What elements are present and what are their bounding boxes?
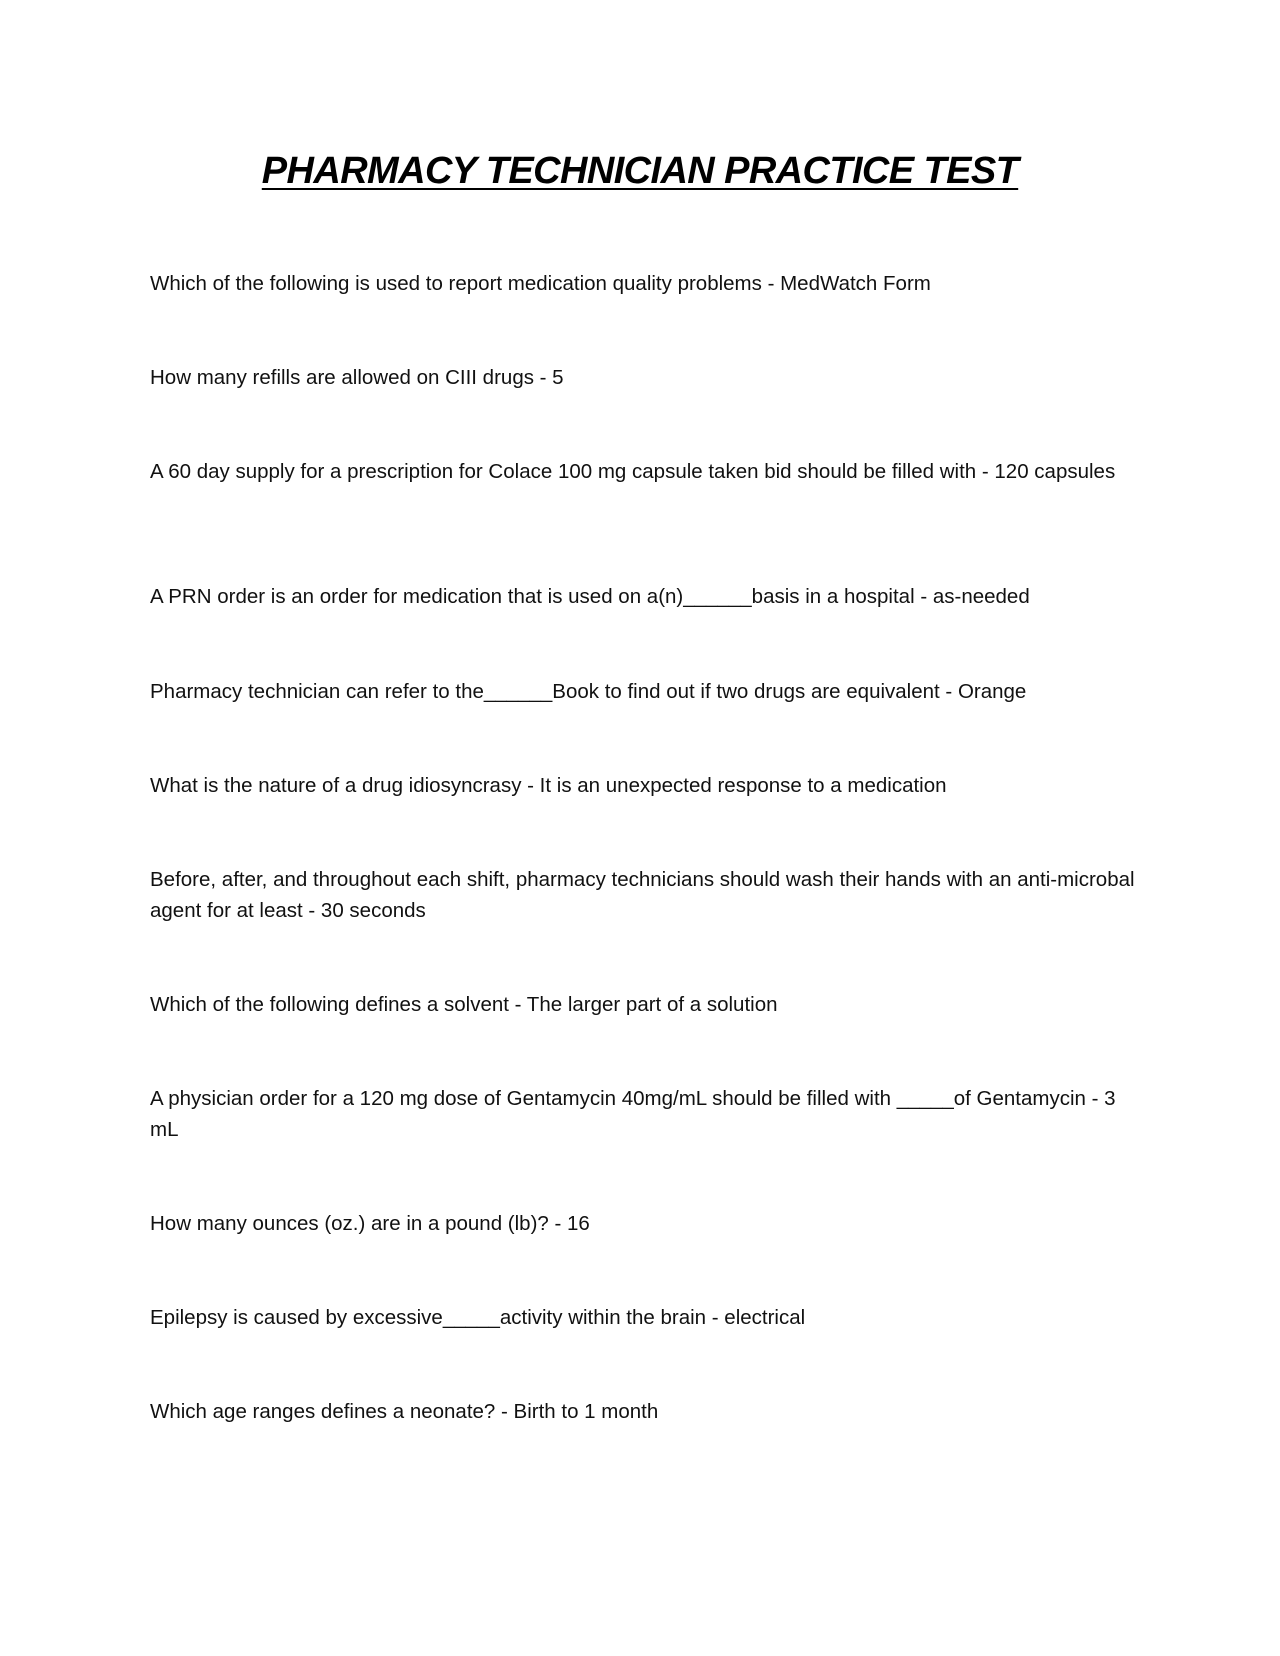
- question-answer-2: How many refills are allowed on CIII drugs - 5: [150, 366, 564, 389]
- question-answer-5: Pharmacy technician can refer to the______Book to find out if two drugs are equivalent - Orange: [150, 680, 1027, 703]
- question-answer-3: A 60 day supply for a prescription for Colace 100 mg capsule taken bid should be filled with - 120 capsules: [150, 460, 1116, 483]
- question-answer-12: Which age ranges defines a neonate? - Birth to 1 month: [150, 1400, 659, 1423]
- question-answer-7: Before, after, and throughout each shift, pharmacy technicians should wash their hands with an anti-microbal agent for at least - 30 seconds: [150, 868, 1135, 922]
- question-answer-6: What is the nature of a drug idiosyncrasy - It is an unexpected response to a medication: [150, 774, 947, 797]
- page-title: [0, 150, 1280, 193]
- question-answer-11: Epilepsy is caused by excessive_____activity within the brain - electrical: [150, 1306, 806, 1329]
- question-answer-10: How many ounces (oz.) are in a pound (lb)? - 16: [150, 1212, 590, 1235]
- question-answer-1: Which of the following is used to report medication quality problems - MedWatch Form: [150, 272, 931, 295]
- question-answer-8: Which of the following defines a solvent - The larger part of a solution: [150, 993, 778, 1016]
- question-answer-9: A physician order for a 120 mg dose of Gentamycin 40mg/mL should be filled with _____of Gentamycin - 3 mL: [150, 1087, 1116, 1141]
- question-answer-4: A PRN order is an order for medication that is used on a(n)______basis in a hospital - as-needed: [150, 585, 1030, 608]
- page-title-text: PHARMACY TECHNICIAN PRACTICE TEST: [261, 150, 1019, 192]
